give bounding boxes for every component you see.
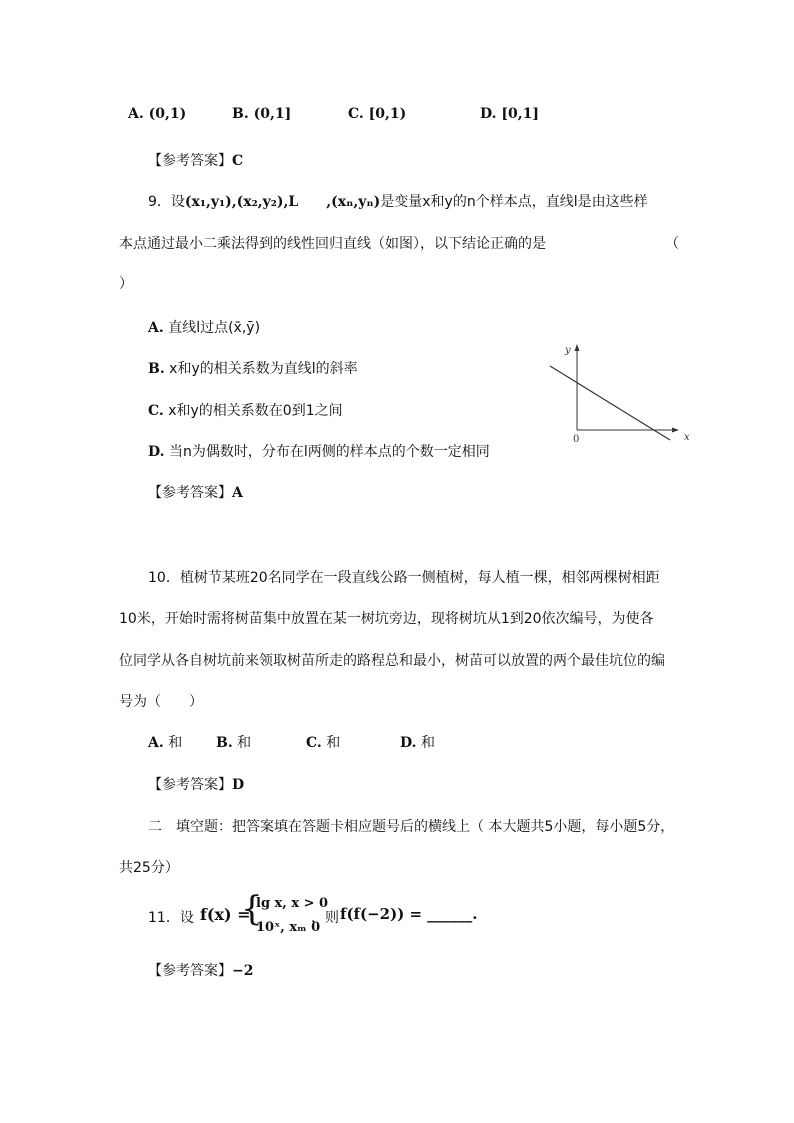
q9-answer [148, 482, 243, 502]
option-label: C. [348, 106, 364, 122]
option-text: 和 [237, 735, 252, 751]
option-text: x和y的相关系数在0到1之间 [168, 403, 343, 419]
option-label: C. [148, 403, 164, 419]
x-axis-label: x [684, 432, 690, 443]
option-text: 和 [326, 735, 341, 751]
q11-prefix: 11．设 [148, 910, 194, 926]
option-label: A. [148, 320, 164, 336]
option-value: [0,1] [501, 106, 539, 122]
option-label: B. [216, 735, 233, 751]
answer-value: D [232, 777, 245, 793]
q10-line4: 号为（ ） [119, 694, 203, 710]
question-number: 9．设 [148, 194, 185, 210]
stem-text: 本点通过最小二乘法得到的线性回归直线（如图），以下结论正确的是 [119, 236, 546, 252]
x-axis-arrow-icon [672, 428, 679, 433]
q11-then: ，则 [311, 910, 339, 926]
q10-answer [148, 774, 244, 794]
q10-option-c [306, 732, 340, 752]
option-text: 和 [420, 735, 435, 751]
option-label: A. [128, 106, 144, 122]
q9-option-c [148, 400, 343, 420]
q10-line3: 位同学从各自树坑前来领取树苗所走的路程总和最小，树苗可以放置的两个最佳坑位的编 [119, 653, 665, 669]
option-value: (0,1] [253, 106, 292, 122]
q8-option-a [128, 106, 186, 122]
q9-paren-close: ） [119, 276, 133, 292]
q9-stem-line1 [148, 191, 648, 211]
q11-expression: f(f(−2)) = ______. [340, 905, 478, 923]
q10-line1: 10．植树节某班20名同学在一段直线公路一侧植树，每人植一棵，相邻两棵树相距 [148, 570, 660, 586]
option-label: B. [232, 106, 249, 122]
q8-answer [148, 150, 243, 170]
answer-label: 【参考答案】 [148, 777, 232, 793]
sample-points: (x₁,y₁),(x₂,y₂),L ,(xₙ,yₙ) [184, 194, 381, 210]
brace-icon: { [241, 889, 263, 929]
option-text: x和y的相关系数为直线l的斜率 [169, 361, 358, 377]
option-text: 当n为偶数时，分布在l两侧的样本点的个数一定相同 [168, 444, 490, 460]
option-label: D. [148, 444, 165, 460]
q10-option-a [148, 732, 182, 752]
regression-line-figure [548, 340, 708, 450]
q8-option-c [348, 106, 406, 122]
section2-heading-line2: 共25分） [119, 860, 179, 876]
answer-label: 【参考答案】 [148, 963, 232, 979]
option-value: [0,1) [368, 106, 407, 122]
answer-label: 【参考答案】 [148, 485, 232, 501]
y-axis-arrow-icon [575, 344, 580, 351]
option-text: 直线l过点(x̄,ȳ) [168, 320, 261, 336]
y-axis-label: y [565, 345, 571, 356]
q9-option-a [148, 317, 260, 337]
q11-case-2: 10ˣ, xₘ 0 [256, 920, 321, 935]
q9-stem-line2 [119, 233, 546, 253]
q9-option-b [148, 358, 358, 378]
q10-line2: 10米，开始时需将树苗集中放置在某一树坑旁边，现将树坑从1到20依次编号，为使各 [119, 611, 654, 627]
option-label: B. [148, 361, 165, 377]
q8-option-b [232, 106, 291, 122]
q8-option-d [480, 106, 539, 122]
q10-option-d [400, 732, 435, 752]
answer-value: A [232, 485, 243, 501]
answer-value: C [232, 153, 244, 169]
q9-paren-open: （ [665, 236, 679, 252]
origin-label: 0 [573, 434, 580, 445]
q11-function-name: f(x) = [200, 905, 251, 924]
answer-value: −2 [232, 963, 254, 979]
option-value: (0,1) [148, 106, 187, 122]
regression-line [550, 366, 670, 440]
answer-label: 【参考答案】 [148, 153, 232, 169]
q9-option-d [148, 441, 490, 461]
q11-answer [148, 960, 253, 980]
option-label: C. [306, 735, 322, 751]
section2-heading-line1: 二 填空题：把答案填在答题卡相应题号后的横线上（ 本大题共5小题，每小题5分， [148, 819, 675, 835]
option-label: D. [400, 735, 417, 751]
option-text: 和 [168, 735, 183, 751]
q11-case-1: lg x, x > 0 [256, 896, 329, 911]
option-label: D. [480, 106, 497, 122]
stem-text: 是变量x和y的n个样本点，直线l是由这些样 [380, 194, 648, 210]
q10-option-b [216, 732, 251, 752]
option-label: A. [148, 735, 164, 751]
